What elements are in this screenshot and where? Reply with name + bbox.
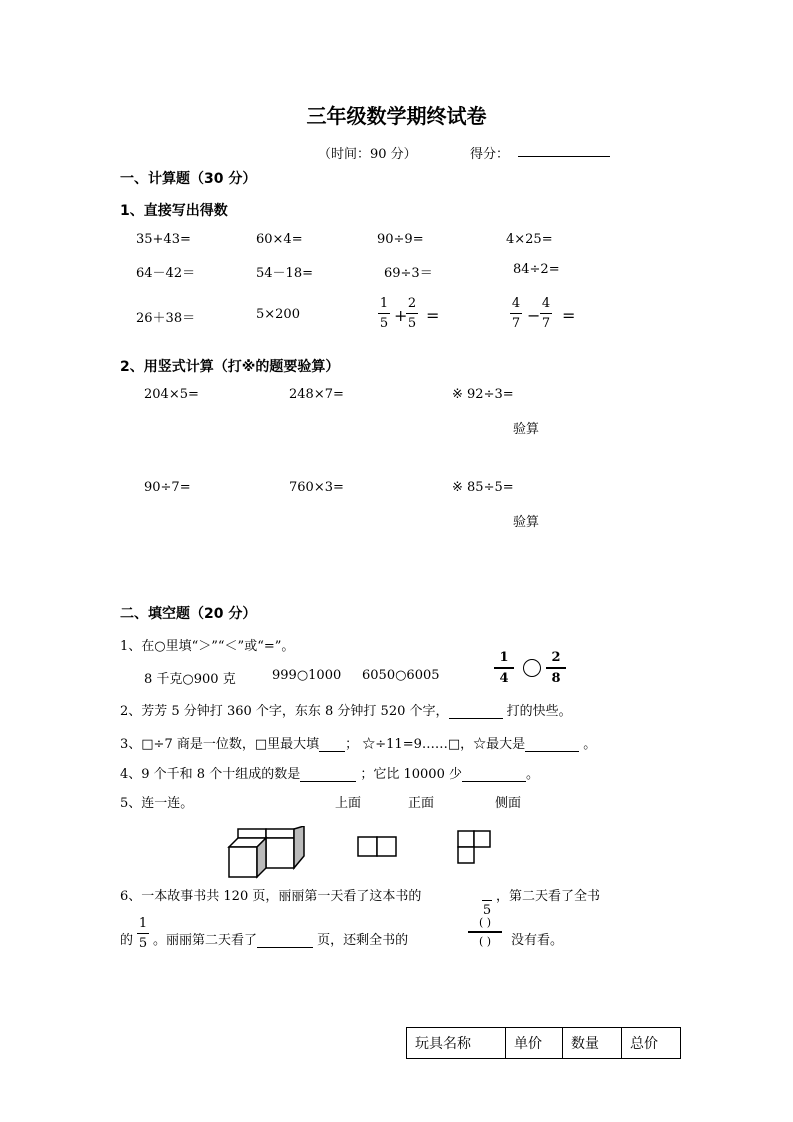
fill-q1-text: 1、在○里填“＞”“＜”或“=”。 bbox=[120, 639, 295, 654]
calc-item: 60×4= bbox=[256, 232, 303, 247]
compare-item: 6050○6005 bbox=[362, 668, 440, 683]
fraction: 1 5 bbox=[138, 916, 148, 951]
fraction-partial: 5 bbox=[482, 884, 492, 918]
fraction: 1 5 bbox=[379, 296, 389, 331]
view-shape-l-squares[interactable] bbox=[456, 829, 494, 867]
fill-q4: 4、9 个千和 8 个十组成的数是 ；它比 10000 少 。 bbox=[120, 767, 539, 782]
answer-blank[interactable] bbox=[300, 767, 356, 782]
calc-item: 4×25= bbox=[506, 232, 553, 247]
fill-q3: 3、□÷7 商是一位数，□里最大填 ； ☆÷11=9……□，☆最大是 。 bbox=[120, 737, 597, 752]
equals-sign: = bbox=[562, 306, 576, 325]
fraction: 4 7 bbox=[541, 296, 551, 331]
score-blank[interactable] bbox=[518, 156, 610, 157]
fill-q2: 2、芳芳 5 分钟打 360 个字，东东 8 分钟打 520 个字， 打的快些。 bbox=[120, 704, 572, 719]
vertical-calc-item: 90÷7= bbox=[144, 480, 191, 495]
check-label: 验算 bbox=[513, 515, 540, 530]
view-label-front: 正面 bbox=[408, 796, 435, 811]
vertical-calc-item: 248×7= bbox=[289, 387, 344, 402]
equals-sign: = bbox=[426, 306, 440, 325]
view-shape-two-squares[interactable] bbox=[357, 836, 399, 858]
compare-item: 8 千克○900 克 bbox=[144, 672, 236, 687]
calc-item: 35+43= bbox=[136, 232, 191, 247]
fill-q6-line2: 。丽丽第二天看了 页，还剩全书的 bbox=[153, 933, 409, 948]
fill-q6-line1b: ，第二天看了全书 bbox=[496, 889, 601, 904]
cube-drawing bbox=[226, 826, 310, 880]
answer-blank[interactable] bbox=[257, 933, 313, 948]
section1-heading: 一、计算题（30 分） bbox=[120, 171, 257, 187]
table-row bbox=[407, 1028, 681, 1059]
calc-item: 54－18= bbox=[256, 266, 313, 281]
calc-item: 90÷9= bbox=[377, 232, 424, 247]
fill-q5-text: 5、连一连。 bbox=[120, 796, 194, 811]
page-title: 三年级数学期终试卷 bbox=[306, 104, 487, 128]
table-header-cell: 总价 bbox=[622, 1028, 681, 1059]
answer-blank[interactable] bbox=[525, 737, 579, 752]
vertical-calc-item: ※ 85÷5= bbox=[452, 480, 514, 495]
answer-blank[interactable] bbox=[449, 704, 503, 719]
vertical-calc-item: 204×5= bbox=[144, 387, 199, 402]
section2-heading: 二、填空题（20 分） bbox=[120, 606, 257, 622]
check-label: 验算 bbox=[513, 422, 540, 437]
fraction: 2 5 bbox=[407, 296, 417, 331]
compare-circle[interactable] bbox=[523, 659, 541, 677]
calc-item: 69÷3＝ bbox=[384, 266, 433, 281]
toy-table bbox=[406, 1027, 681, 1059]
q1-heading: 1、直接写出得数 bbox=[120, 203, 228, 219]
minus-sign: − bbox=[527, 306, 541, 325]
exam-time: （时间：90 分） bbox=[318, 147, 417, 162]
view-label-side: 侧面 bbox=[495, 796, 522, 811]
fraction: 2 8 bbox=[546, 650, 566, 686]
fill-q6-line2a: 的 bbox=[120, 933, 134, 948]
answer-blank[interactable] bbox=[319, 737, 345, 752]
plus-sign: + bbox=[394, 306, 408, 325]
fill-q6-line2d: 没有看。 bbox=[511, 933, 564, 948]
fill-q6-line1: 6、一本故事书共 120 页，丽丽第一天看了这本书的 bbox=[120, 889, 422, 904]
vertical-calc-item: 760×3= bbox=[289, 480, 344, 495]
table-header-cell: 数量 bbox=[563, 1028, 622, 1059]
calc-item: 64－42＝ bbox=[136, 266, 196, 281]
vertical-calc-item: ※ 92÷3= bbox=[452, 387, 514, 402]
score-label: 得分： bbox=[470, 147, 510, 162]
view-label-top: 上面 bbox=[335, 796, 362, 811]
fraction-blank[interactable]: ( ) ( ) bbox=[468, 916, 502, 948]
table-header-cell: 玩具名称 bbox=[407, 1028, 506, 1059]
compare-item: 999○1000 bbox=[272, 668, 342, 683]
fraction: 1 4 bbox=[494, 650, 514, 686]
calc-item: 84÷2= bbox=[513, 262, 560, 277]
calc-item: 26＋38＝ bbox=[136, 311, 196, 326]
calc-item: 5×200 bbox=[256, 307, 300, 322]
answer-blank[interactable] bbox=[462, 767, 526, 782]
fraction: 4 7 bbox=[511, 296, 521, 331]
table-header-cell: 单价 bbox=[506, 1028, 563, 1059]
q2-heading: 2、用竖式计算（打※的题要验算） bbox=[120, 359, 340, 375]
